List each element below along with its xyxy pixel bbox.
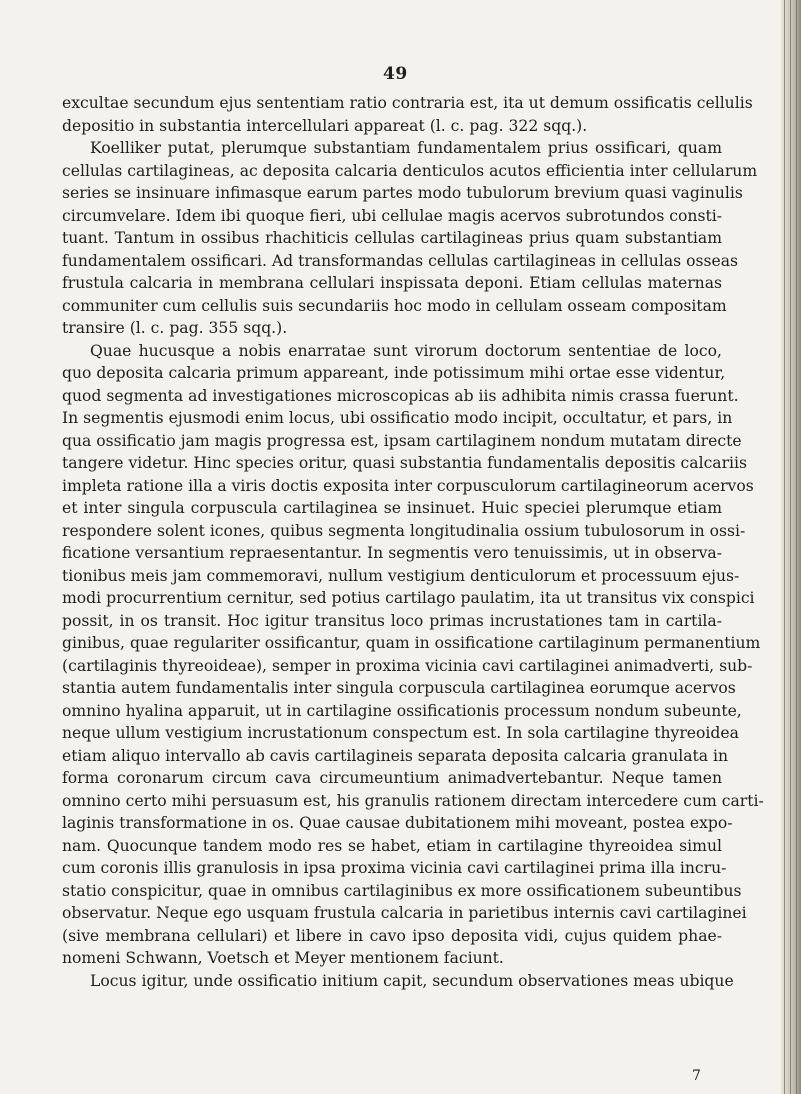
text-line: transire (l. c. pag. 355 sqq.). xyxy=(62,319,288,337)
text-line: cum coronis illis granulosis in ipsa proxima vicinia cavi cartilaginei prima illa incru- xyxy=(62,859,727,877)
text-line: ginibus, quae regulariter ossificantur, quam in ossificatione cartilaginum permanentium xyxy=(62,634,761,652)
text-line: forma coronarum circum cava circumeuntium animadvertebantur. Neque tamen xyxy=(62,769,722,787)
text-line: etiam aliquo intervallo ab cavis cartilagineis separata deposita calcaria granulata in xyxy=(62,746,729,765)
text-line: observatur. Neque ego usquam frustula calcaria in parietibus internis cavi cartilaginei xyxy=(62,904,747,922)
text-line: quo deposita calcaria primum appareant, inde potissimum mihi ortae esse videntur, xyxy=(62,364,726,382)
text-line: omnino certo mihi persuasum est, his granulis rationem directam intercedere cum carti- xyxy=(62,791,764,810)
text-line: fundamentalem ossificari. Ad transformandas cellulas cartilagineas in cellulas osseas xyxy=(62,251,738,270)
text-line: communiter cum cellulis suis secundariis hoc modo in cellulam osseam compositam xyxy=(62,296,727,315)
text-line: impleta ratione illa a viris doctis exposita inter corpusculorum cartilagineorum acervos xyxy=(62,476,754,495)
text-line: Koelliker putat, plerumque substantiam fundamentalem prius ossificari, quam xyxy=(90,139,722,157)
text-line: Quae hucusque a nobis enarratae sunt virorum doctorum sententiae de loco, xyxy=(90,341,722,360)
text-line: tuant. Tantum in ossibus rhachiticis cellulas cartilagineas prius quam substantiam xyxy=(62,229,722,247)
text-line: ficatione versantium repraesentantur. In segmentis vero tenuissimis, ut in observa- xyxy=(62,544,722,562)
text-line: (sive membrana cellulari) et libere in cavo ipso deposita vidi, cujus quidem phae- xyxy=(62,926,722,945)
binding-edge xyxy=(781,0,801,1094)
text-line: excultae secundum ejus sententiam ratio contraria est, ita ut demum ossificatis cellulis xyxy=(62,94,753,112)
text-line: stantia autem fundamentalis inter singula corpuscula cartilaginea eorumque acervos xyxy=(62,679,736,697)
text-line: laginis transformatione in os. Quae causae dubitationem mihi moveant, postea expo- xyxy=(62,814,733,832)
text-line: possit, in os transit. Hoc igitur transitus loco primas incrustationes tam in cartila- xyxy=(62,611,722,630)
text-line: depositio in substantia intercellulari appareat (l. c. pag. 322 sqq.). xyxy=(62,116,588,135)
text-line: (cartilaginis thyreoideae), semper in proxima vicinia cavi cartilaginei animadverti, sub- xyxy=(62,656,753,675)
signature-mark: 7 xyxy=(692,1068,701,1084)
text-line: cellulas cartilagineas, ac deposita calcaria denticulos acutos efficientia inter cellularum xyxy=(62,161,758,180)
text-line: tangere videtur. Hinc species oritur, quasi substantia fundamentalis depositis calcariis xyxy=(62,454,748,472)
text-line: respondere solent icones, quibus segmenta longitudinalia ossium tubulosorum in ossi- xyxy=(62,521,746,540)
body-text xyxy=(62,92,764,992)
text-line: statio conspicitur, quae in omnibus cartilaginibus ex more ossificationem subeuntibus xyxy=(62,881,742,900)
text-line: omnino hyalina apparuit, ut in cartilagine ossificationis processum nondum subeunte, xyxy=(62,701,742,720)
text-line: neque ullum vestigium incrustationum conspectum est. In sola cartilagine thyreoidea xyxy=(62,724,739,742)
text-line: series se insinuare infimasque earum partes modo tubulorum brevium quasi vaginulis xyxy=(62,184,743,202)
text-line: modi procurrentium cernitur, sed potius cartilago paulatim, ita ut transitus vix conspici xyxy=(62,589,755,607)
text-line: nam. Quocunque tandem modo res se habet, etiam in cartilagine thyreoidea simul xyxy=(62,836,722,855)
text-line: Locus igitur, unde ossificatio initium capit, secundum observationes meas ubique xyxy=(90,971,734,990)
text-line: et inter singula corpuscula cartilaginea se insinuet. Huic speciei plerumque etiam xyxy=(62,499,722,517)
page-number: 49 xyxy=(383,64,408,84)
text-line: nomeni Schwann, Voetsch et Meyer mentionem faciunt. xyxy=(62,949,504,967)
text-line: qua ossificatio jam magis progressa est, ipsam cartilaginem nondum mutatam directe xyxy=(62,431,742,450)
text-line: In segmentis ejusmodi enim locus, ubi ossificatio modo incipit, occultatur, et pars, in xyxy=(62,409,733,427)
text-line: tionibus meis jam commemoravi, nullum vestigium denticulorum et processuum ejus- xyxy=(62,566,740,585)
text-line: quod segmenta ad investigationes microscopicas ab iis adhibita nimis crassa fuerunt. xyxy=(62,386,739,405)
text-line: frustula calcaria in membrana cellulari inspissata deponi. Etiam cellulas maternas xyxy=(62,274,722,292)
text-line: circumvelare. Idem ibi quoque fieri, ubi cellulae magis acervos subrotundos consti- xyxy=(62,206,722,225)
